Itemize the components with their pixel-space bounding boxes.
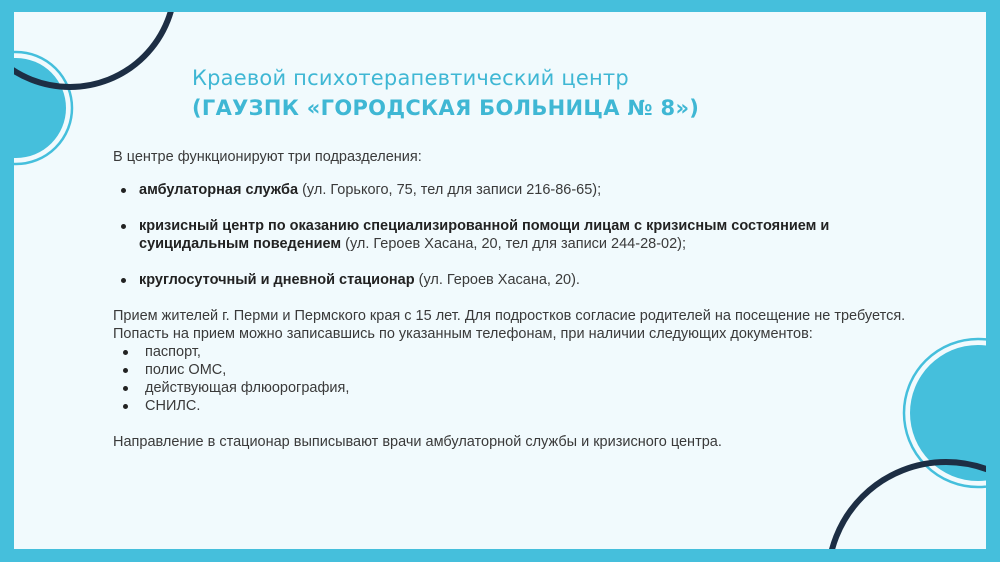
documents-list — [113, 343, 933, 415]
title-line-2: (ГАУЗПК «ГОРОДСКАЯ БОЛЬНИЦА № 8») — [192, 96, 700, 120]
divisions-list — [113, 181, 933, 289]
appointment-text: Попасть на прием можно записавшись по указанным телефонам, при наличии следующих документов: — [113, 326, 813, 342]
admission-text: Прием жителей г. Перми и Пермского края с 15 лет. Для подростков согласие родителей на посещение не требуется. — [113, 308, 906, 324]
division-name: кризисный центр по оказанию специализированной помощи лицам с кризисным состоянием и суицидальным поведением — [139, 218, 830, 252]
division-details: (ул. Героев Хасана, 20, тел для записи 244-28-02); — [341, 236, 687, 252]
division-details: (ул. Героев Хасана, 20). — [414, 272, 580, 288]
document-item: паспорт, — [113, 343, 933, 361]
intro-text: В центре функционируют три подразделения: — [113, 149, 422, 165]
division-item — [113, 271, 933, 289]
division-name: амбулаторная служба — [139, 182, 299, 198]
division-item — [113, 181, 933, 199]
page-title — [192, 64, 699, 124]
document-item: действующая флюорография, — [113, 379, 933, 397]
slide-content — [113, 148, 933, 451]
referral-text: Направление в стационар выписывают врачи амбулаторной службы и кризисного центра. — [113, 434, 722, 450]
document-item: полис ОМС, — [113, 361, 933, 379]
division-details: (ул. Горького, 75, тел для записи 216-86-65); — [298, 182, 602, 198]
division-name: круглосуточный и дневной стационар — [139, 272, 415, 288]
division-item — [113, 217, 933, 253]
document-item: СНИЛС. — [113, 397, 933, 415]
title-line-1: Краевой психотерапевтический центр — [192, 66, 629, 90]
